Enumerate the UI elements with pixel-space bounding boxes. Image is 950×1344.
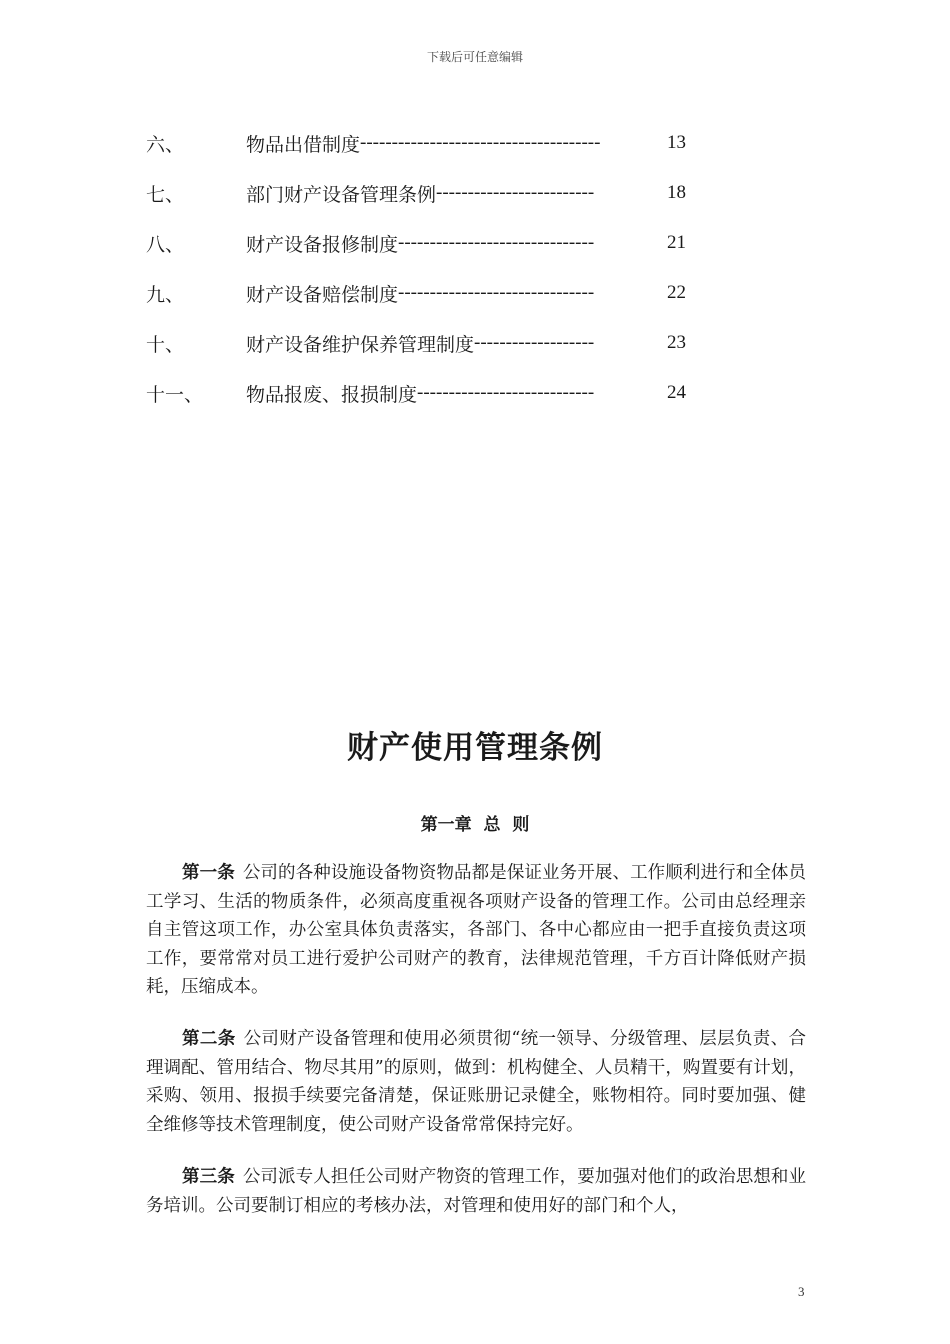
toc-item-number: 八、 <box>146 233 185 256</box>
toc-item-title: 物品报废、报损制度 <box>246 383 418 406</box>
toc-item-page: 21 <box>667 232 686 253</box>
toc-item[interactable] <box>146 118 686 168</box>
page-number: 3 <box>798 1284 805 1299</box>
article-label: 第三条 <box>182 1167 235 1187</box>
toc-item-title: 财产设备赔偿制度 <box>246 283 399 306</box>
article-text: 公司的各种设施设备物资物品都是保证业务开展、工作顺利进行和全体员工学习、生活的物质条件，必须高度重视各项财产设备的管理工作。公司由总经理亲自主管这项工作，办公室具体负责落实，各部门、各中心都应由一把手直接负责这项工作，要常常对员工进行爱护公司财产的教育，法律规范管理，千方百计降低财产损耗，压缩成本。 <box>146 863 807 997</box>
header-note: 下载后可任意编辑 <box>426 50 523 64</box>
toc-leader-dashes: ------------------- <box>474 332 595 353</box>
toc-item-page: 13 <box>667 132 686 153</box>
article-paragraph <box>146 1025 806 1139</box>
document-title: 财产使用管理条例 <box>347 730 603 766</box>
article-paragraph <box>146 859 806 1002</box>
article-text: 公司财产设备管理和使用必须贯彻“统一领导、分级管理、层层负责、合理调配、管用结合、物尽其用”的原则，做到：机构健全、人员精干，购置要有计划，采购、领用、报损手续要完备清楚，保证账册记录健全，账物相符。同时要加强、健全维修等技术管理制度，使公司财产设备常常保持完好。 <box>146 1029 807 1135</box>
toc-item[interactable] <box>146 318 686 368</box>
toc-item-number: 十一、 <box>146 383 204 406</box>
toc-item[interactable] <box>146 218 686 268</box>
toc-item-number: 六、 <box>146 133 185 156</box>
toc-item[interactable] <box>146 268 686 318</box>
article-text: 公司派专人担任公司财产物资的管理工作，要加强对他们的政治思想和业务培训。公司要制订相应的考核办法，对管理和使用好的部门和个人， <box>146 1167 807 1216</box>
toc-leader-dashes: -------------------------------------- <box>360 132 601 153</box>
toc-item-title: 财产设备报修制度 <box>246 233 399 256</box>
toc-item-title: 财产设备维护保养管理制度 <box>246 333 475 356</box>
table-of-contents <box>146 118 686 418</box>
toc-item-page: 24 <box>667 382 686 403</box>
toc-item-page: 22 <box>667 282 686 303</box>
article-paragraph <box>146 1163 806 1220</box>
article-label: 第一条 <box>182 863 235 883</box>
toc-item-title: 物品出借制度 <box>246 133 361 156</box>
toc-leader-dashes: ------------------------------- <box>398 282 595 303</box>
toc-leader-dashes: ------------------------------- <box>398 232 595 253</box>
toc-leader-dashes: ---------------------------- <box>417 382 595 403</box>
toc-item-page: 23 <box>667 332 686 353</box>
toc-item[interactable] <box>146 368 686 418</box>
chapter-heading: 第一章 总 则 <box>420 815 530 835</box>
toc-item-number: 十、 <box>146 333 185 356</box>
toc-item[interactable] <box>146 168 686 218</box>
toc-item-number: 七、 <box>146 183 185 206</box>
toc-item-number: 九、 <box>146 283 185 306</box>
toc-item-title: 部门财产设备管理条例 <box>246 183 437 206</box>
toc-leader-dashes: ------------------------- <box>436 182 595 203</box>
article-label: 第二条 <box>182 1029 236 1049</box>
toc-item-page: 18 <box>667 182 686 203</box>
